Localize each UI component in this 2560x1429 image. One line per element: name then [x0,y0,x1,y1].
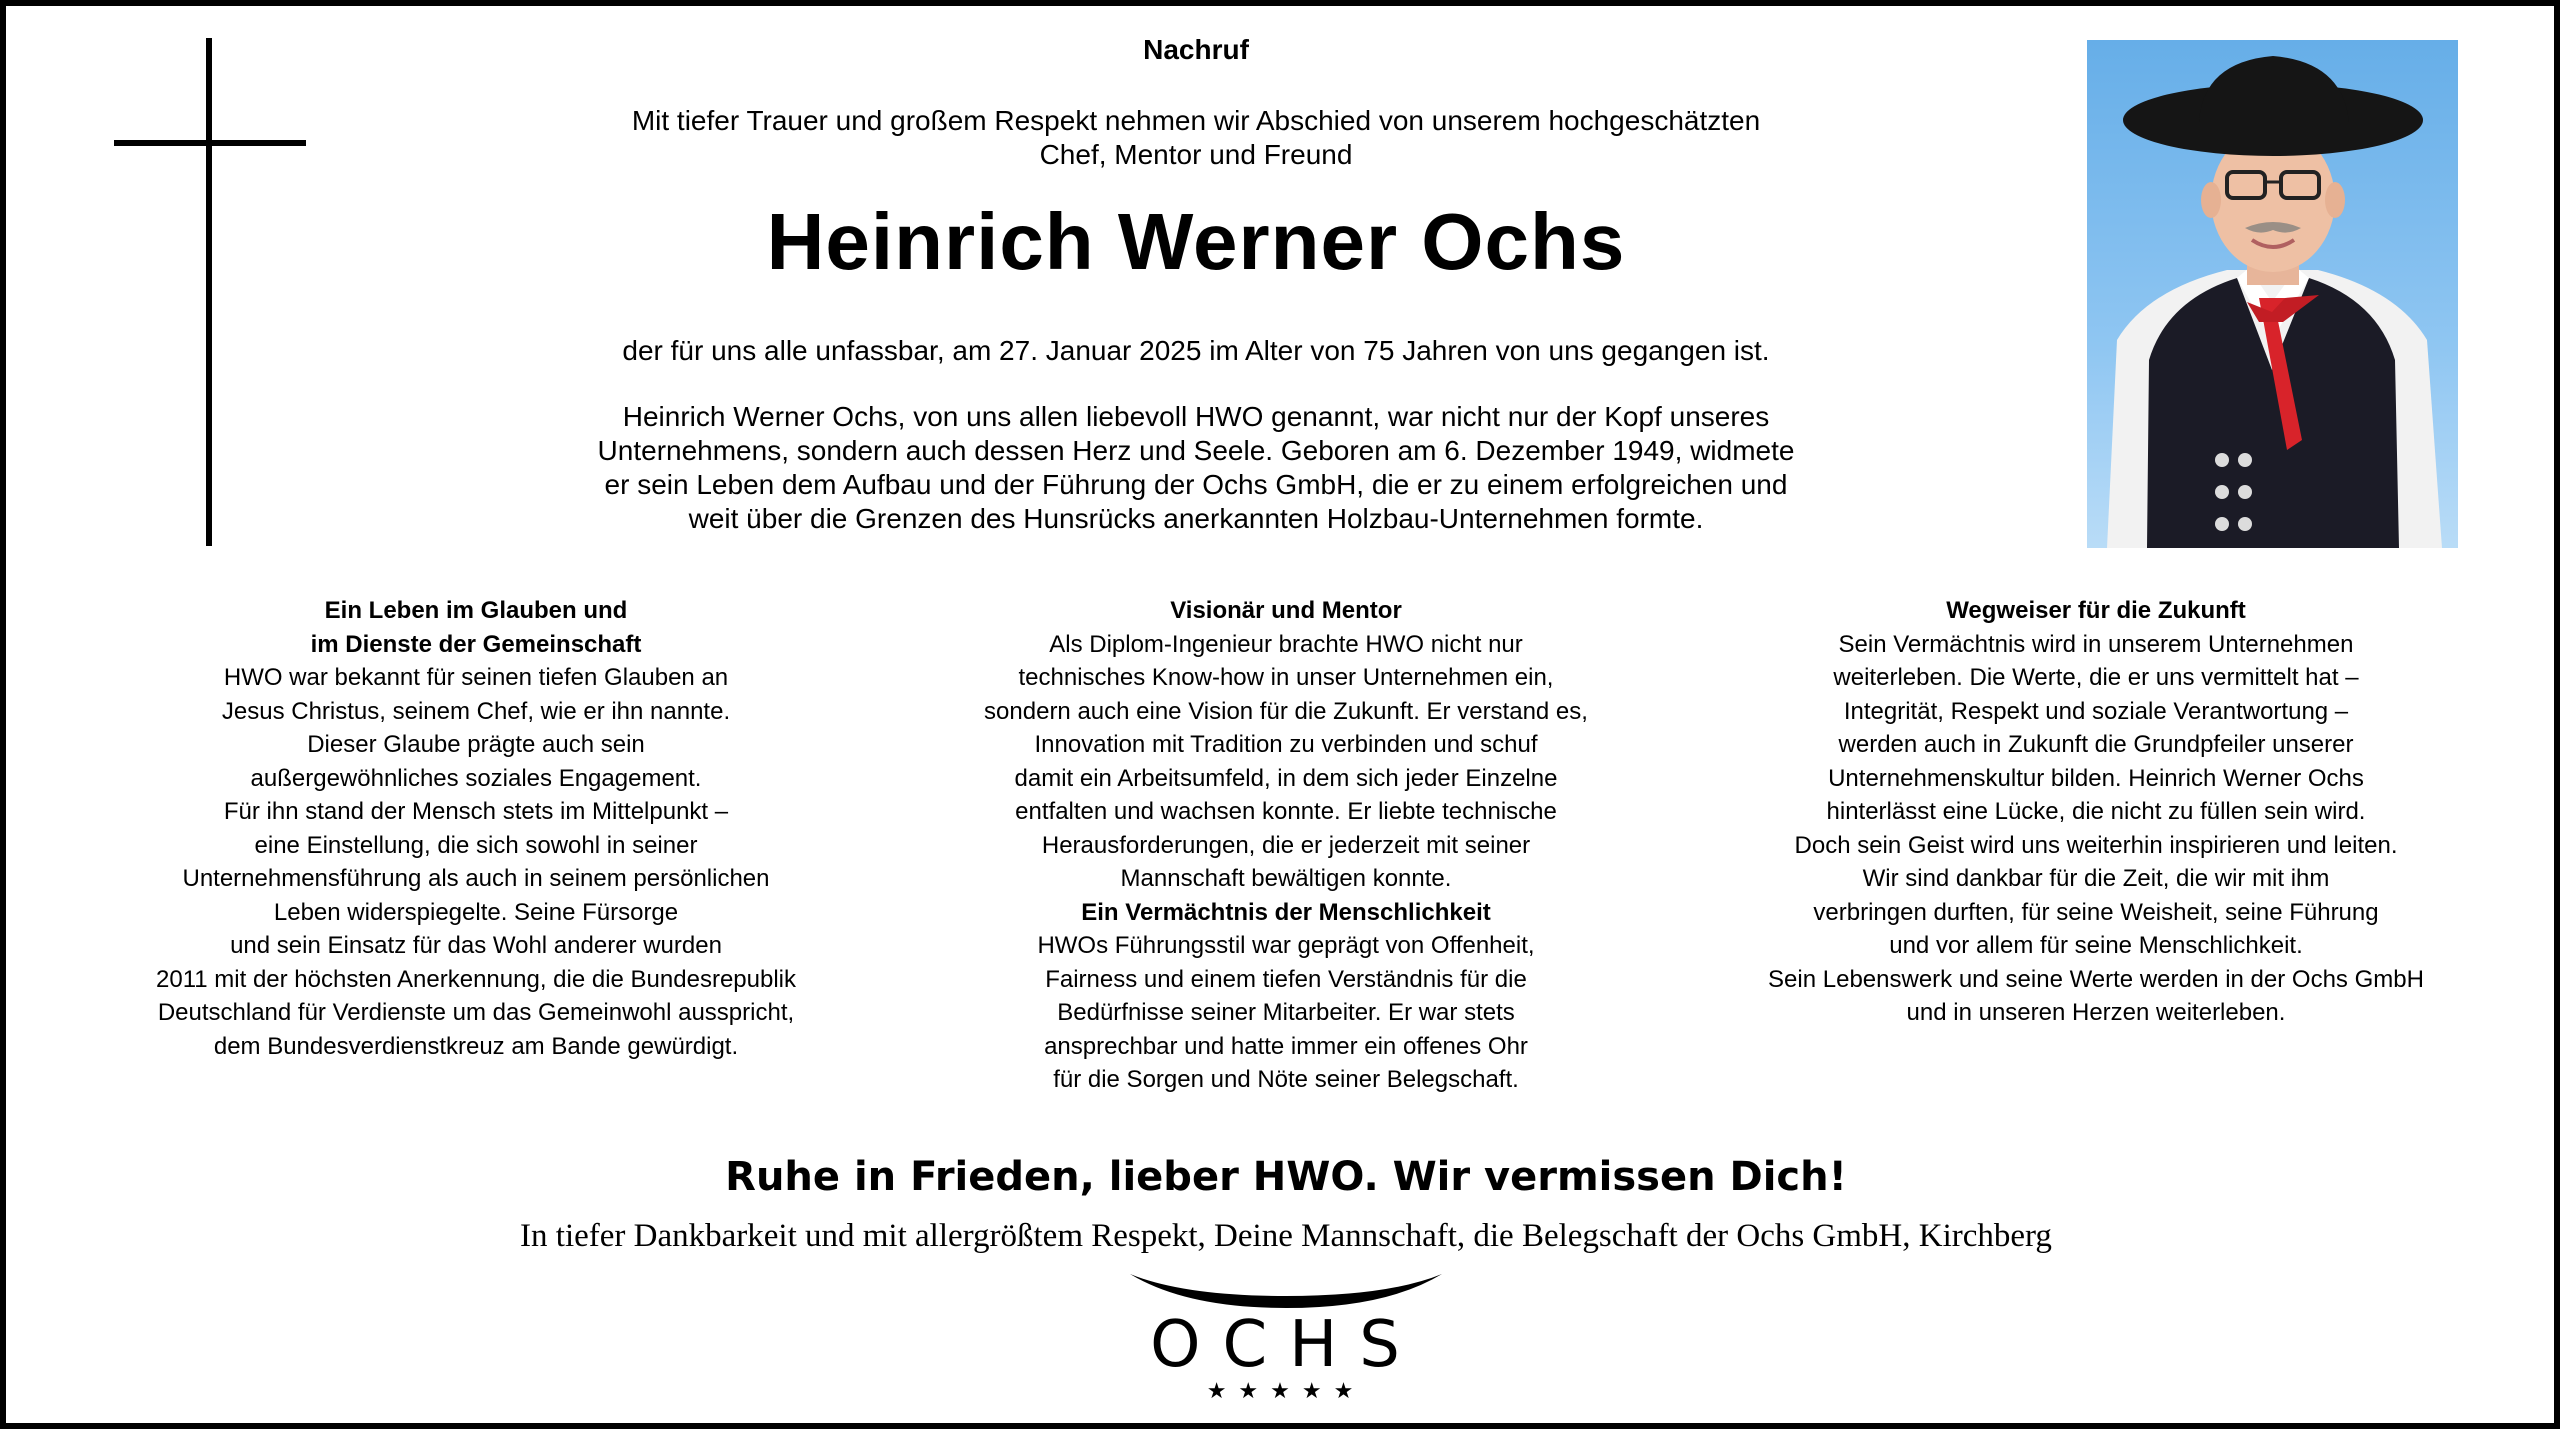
biography: Heinrich Werner Ochs, von uns allen liebevoll HWO genannt, war nicht nur der Kopf unseres Unternehmens, sondern auch dessen Herz und Seele. Geboren am 6. Dezember 1949, widmete er sein Leben dem Aufbau und der Führung der Ochs GmbH, die er zu einem erfolgreichen und weit über die Grenzen des Hunsrücks anerkannten Holzbau-Unternehmen formte. [597,401,1795,534]
portrait-image [2087,40,2458,548]
intro-text: Mit tiefer Trauer und großem Respekt nehmen wir Abschied von unserem hochgeschätzten Chef, Mentor und Freund [631,105,1761,170]
column-heading: Wegweiser für die Zukunft [1946,597,2246,624]
column-vision: Visionär und Mentor Als Diplom-Ingenieur brachte HWO nicht nur technisches Know-how in unser Unternehmen ein, sondern auch eine Vision für die Zukunft. Er verstand es, Innovation mit Tradition zu verbinden und schuf damit ein Arbeitsumfeld, in dem sich jeder Einzelne entfalten und wachsen konnte. Er liebte technische Herausforderungen, die er jederzeit mit seiner Mannschaft bewältigen konnte. Ein Vermächtnis der Menschlichkeit HWOs Führungsstil war geprägt von Offenheit, Fairness und einem tiefen Verständnis für die Bedürfnisse seiner Mitarbeiter. Er war stets ansprechbar und hatte immer ein offenes Ohr für die Sorgen und Nöte seiner Belegschaft. [906,594,1666,1097]
column-future: Wegweiser für die Zukunft Sein Vermächtnis wird in unserem Unternehmen weiterleben. Die Werte, die er uns vermittelt hat – Integrität, Respekt und soziale Verantwortung – werden auch in Zukunft die Grundpfeiler unserer Unternehmenskultur bilden. Heinrich Werner Ochs hinterlässt eine Lücke, die nicht zu füllen sein wird. Doch sein Geist wird uns weiterhin inspirieren und leiten. Wir sind dankbar für die Zeit, die wir mit ihm verbringen durften, für seine Weisheit, seine Führung und vor allem für seine Menschlichkeit. Sein Lebenswerk und seine Werte werden in der Ochs GmbH und in unseren Herzen weiterleben. [1716,594,2476,1030]
dedication-line: In tiefer Dankbarkeit und mit allergrößtem Respekt, Deine Mannschaft, die Belegschaft der Ochs GmbH, Kirchberg [520,1218,2052,1254]
logo-stars: ★★★★★ [1206,1378,1366,1403]
column-faith: Ein Leben im Glauben und im Dienste der Gemeinschaft HWO war bekannt für seinen tiefen Glauben an Jesus Christus, seinem Chef, wie er ihn nannte. Dieser Glaube prägte auch sein außergewöhnliches soziales Engagement. Für ihn stand der Mensch stets im Mittelpunkt – eine Einstellung, die sich sowohl in seiner Unternehmensführung als auch in seinem persönlichen Leben widerspiegelte. Seine Fürsorge und sein Einsatz für das Wohl anderer wurden 2011 mit der höchsten Anerkennung, die die Bundesrepublik Deutschland für Verdienste um das Gemeinwohl ausspricht, dem Bundesverdienstkreuz am Bande gewürdigt. [96,594,856,1063]
column-heading: Ein Leben im Glauben und im Dienste der Gemeinschaft [310,597,642,658]
company-logo: OCHS [1150,1308,1422,1382]
portrait-photo [2087,40,2458,548]
deceased-name: Heinrich Werner Ochs [766,197,1626,286]
farewell-line: Ruhe in Frieden, lieber HWO. Wir vermissen Dich! [725,1154,1847,1200]
column-heading: Visionär und Mentor [1170,597,1402,624]
column-heading: Ein Vermächtnis der Menschlichkeit [1081,898,1491,926]
death-notice: der für uns alle unfassbar, am 27. Januar 2025 im Alter von 75 Jahren von uns gegangen ist. [622,335,1770,366]
page-title: Nachruf [1143,34,1249,65]
